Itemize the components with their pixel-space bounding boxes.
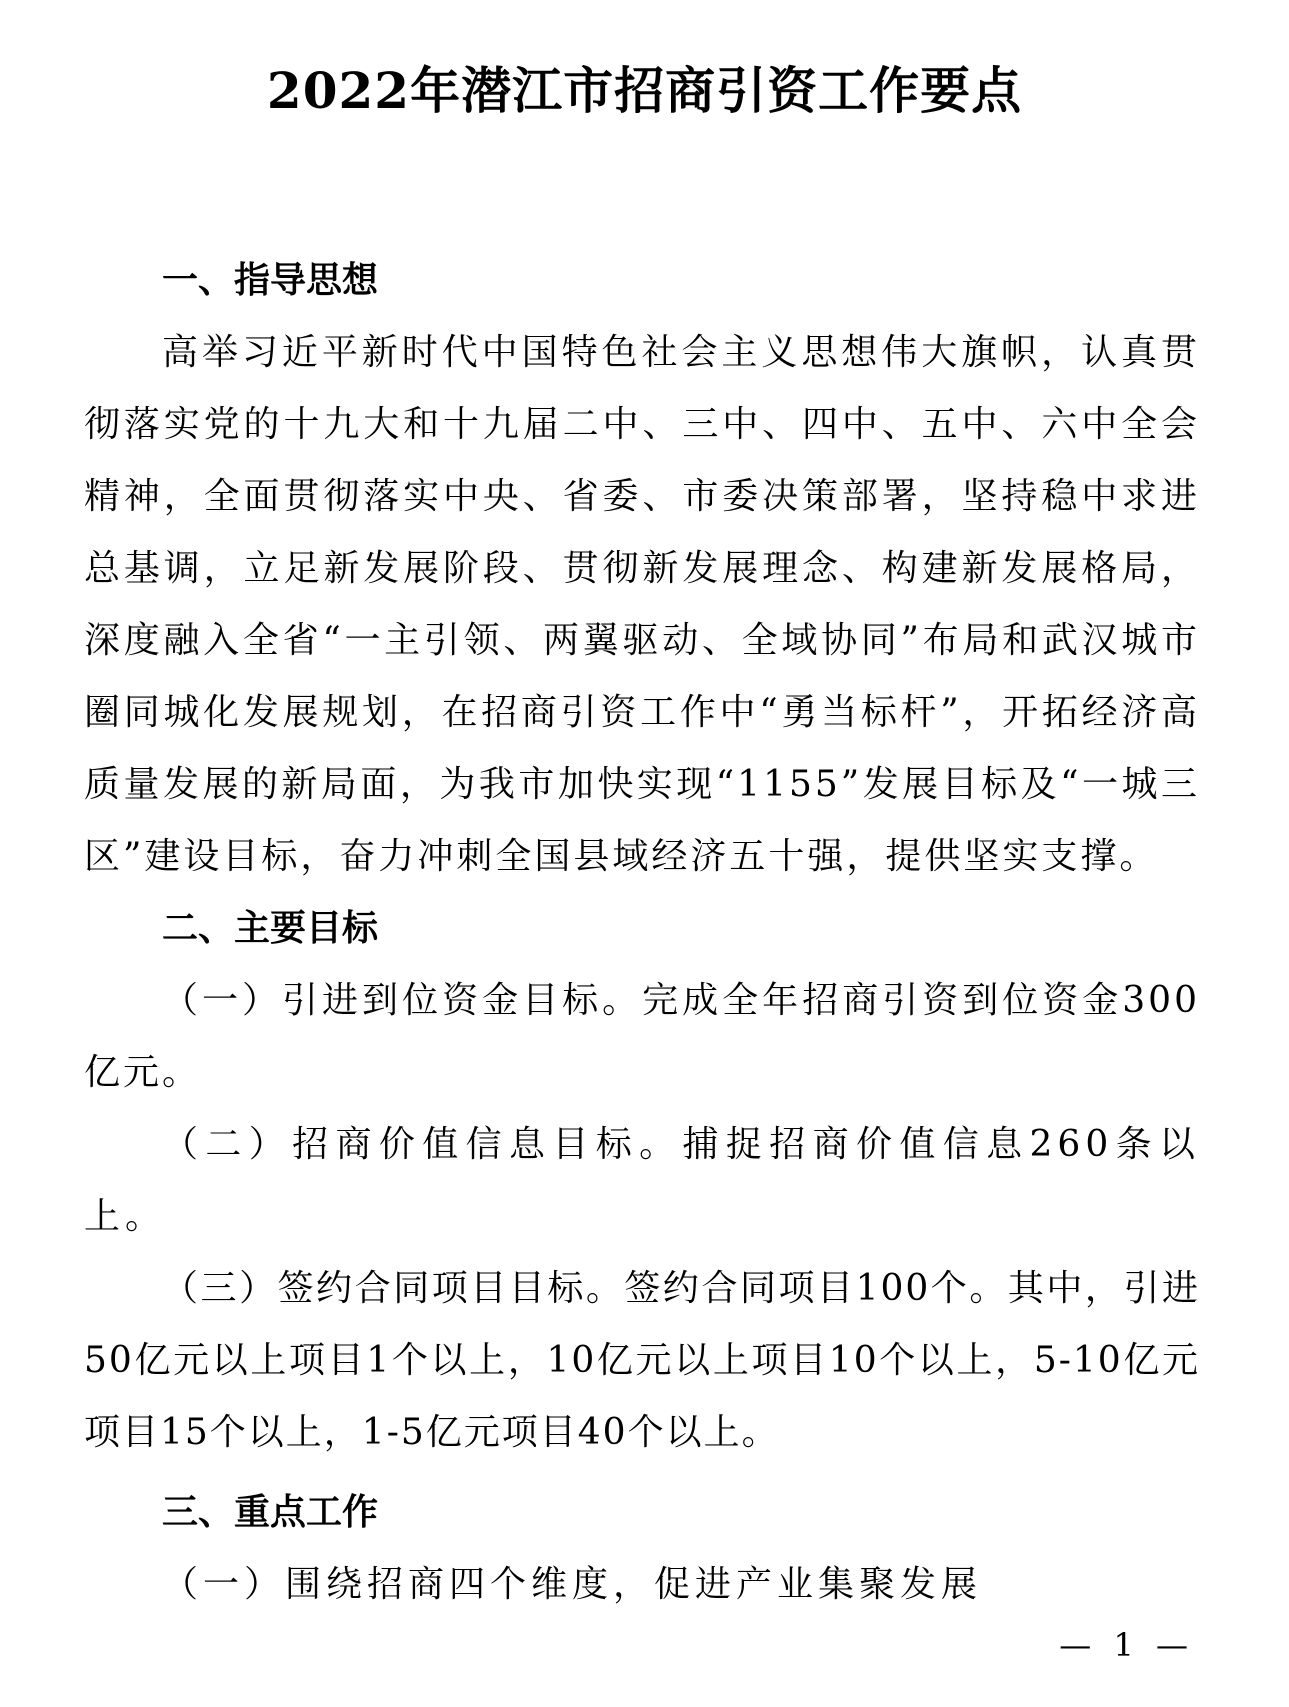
section-heading-key-work: 三、重点工作: [162, 1492, 379, 1533]
section-heading-main-goals: 二、主要目标: [162, 908, 379, 949]
document-title: 2022年潜江市招商引资工作要点: [266, 61, 1023, 120]
paragraph-goal-contracts: （三）签约合同项目目标。签约合同项目100个。其中，引进50亿元以上项目1个以上，10亿元以上项目10个以上，5-10亿元项目15个以上，1-5亿元项目40个以上。: [84, 1268, 1200, 1453]
paragraph-goal-funds: （一）引进到位资金目标。完成全年招商引资到位资金300亿元。: [84, 980, 1200, 1093]
paragraph-key-work-item1: （一）围绕招商四个维度，促进产业集聚发展: [162, 1564, 983, 1605]
document-body: [84, 245, 1200, 1621]
page-number: — 1 —: [1059, 1626, 1194, 1664]
paragraph-goal-information: （二）招商价值信息目标。捕捉招商价值信息260条以上。: [84, 1124, 1200, 1237]
section-heading-guiding-ideology: 一、指导思想: [162, 260, 379, 301]
paragraph-guiding-ideology: 高举习近平新时代中国特色社会主义思想伟大旗帜，认真贯彻落实党的十九大和十九届二中、三中、四中、五中、六中全会精神，全面贯彻落实中央、省委、市委决策部署，坚持稳中求进总基调，立足新发展阶段、贯彻新发展理念、构建新发展格局，深度融入全省“一主引领、两翼驱动、全域协同”布局和武汉城市圈同城化发展规划，在招商引资工作中“勇当标杆”，开拓经济高质量发展的新局面，为我市加快实现“1155”发展目标及“一城三区”建设目标，奋力冲刺全国县域经济五十强，提供坚实支撑。: [84, 332, 1200, 877]
